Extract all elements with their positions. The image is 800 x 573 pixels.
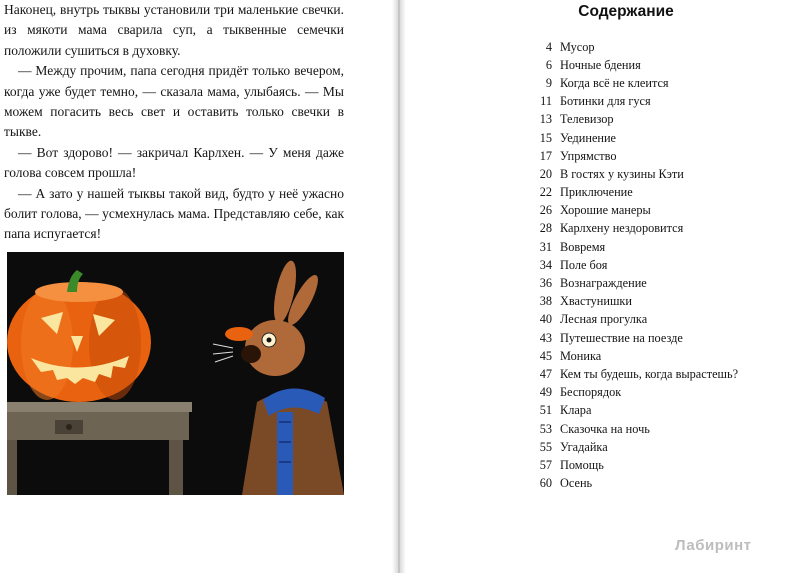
toc-entry — [524, 220, 794, 238]
toc-entry — [524, 456, 794, 474]
toc-page-number: 49 — [539, 385, 552, 400]
story-paragraph: Наконец, внутрь тыквы установили три маленькие свечки. из мякоти мама сварила суп, а тыквенные семечки положили сушиться в духовку. — [4, 2, 344, 58]
toc-chapter-title: Клара — [560, 403, 592, 418]
toc-chapter-title: Поле боя — [560, 257, 608, 272]
toc-chapter-title: Приключение — [560, 185, 633, 200]
toc-chapter-title: Кем ты будешь, когда вырастешь? — [560, 366, 739, 381]
toc-page-number: 31 — [539, 239, 552, 254]
toc-entry — [524, 147, 794, 165]
toc-chapter-title: Упрямство — [560, 148, 617, 163]
toc-entry — [524, 56, 794, 74]
toc-entry — [524, 74, 794, 92]
toc-chapter-title: Хорошие манеры — [560, 203, 651, 218]
left-page — [0, 0, 392, 573]
toc-entry — [524, 311, 794, 329]
toc-page-number: 15 — [539, 130, 552, 145]
toc-entry — [524, 256, 794, 274]
toc-chapter-title: Помощь — [560, 457, 604, 472]
toc-page-number: 57 — [539, 457, 552, 472]
toc-page-number: 4 — [545, 39, 552, 54]
toc-page-number: 9 — [545, 75, 552, 90]
toc-chapter-title: Осень — [560, 476, 593, 491]
toc-entry — [524, 365, 794, 383]
toc-chapter-title: Путешествие на поезде — [560, 330, 683, 345]
toc-page-number: 17 — [539, 148, 552, 163]
toc-page-number: 6 — [545, 57, 552, 72]
toc-page-number: 20 — [539, 166, 552, 181]
toc-chapter-title: Ботинки для гуся — [560, 94, 651, 109]
toc-page-number: 28 — [539, 221, 552, 236]
toc-page-number: 22 — [539, 185, 552, 200]
toc-entry — [524, 38, 794, 56]
table-of-contents — [524, 38, 794, 493]
toc-page-number: 13 — [539, 112, 552, 127]
toc-chapter-title: Сказочка на ночь — [560, 421, 650, 436]
toc-chapter-title: Моника — [560, 348, 602, 363]
toc-page-number: 55 — [539, 439, 552, 454]
story-paragraph: — Между прочим, папа сегодня придёт только вечером, когда уже будет темно, — сказала мама, улыбаясь. — Мы можем погасить весь свет и оставить только свечки в тыкве. — [4, 63, 344, 140]
toc-entry — [524, 274, 794, 292]
toc-entry — [524, 475, 794, 493]
toc-page-number: 34 — [539, 257, 552, 272]
toc-page-number: 38 — [539, 294, 552, 309]
toc-page-number: 51 — [539, 403, 552, 418]
pumpkin-illustration — [7, 252, 344, 495]
toc-page-number: 26 — [539, 203, 552, 218]
book-gutter — [392, 0, 406, 573]
toc-entry — [524, 329, 794, 347]
toc-entry — [524, 293, 794, 311]
toc-chapter-title: Вовремя — [560, 239, 606, 254]
toc-entry — [524, 202, 794, 220]
toc-entry — [524, 438, 794, 456]
toc-chapter-title: Лесная прогулка — [560, 312, 648, 327]
toc-entry — [524, 402, 794, 420]
toc-page-number: 43 — [539, 330, 552, 345]
toc-chapter-title: Карлхену нездоровится — [560, 221, 684, 236]
toc-entry — [524, 111, 794, 129]
toc-title: Содержание — [578, 3, 674, 20]
toc-entry — [524, 93, 794, 111]
toc-chapter-title: Когда всё не клеится — [560, 75, 669, 90]
toc-chapter-title: Мусор — [560, 39, 595, 54]
toc-chapter-title: Уединение — [560, 130, 617, 145]
toc-chapter-title: Беспорядок — [560, 385, 622, 400]
toc-entry — [524, 184, 794, 202]
toc-page-number: 53 — [539, 421, 552, 436]
toc-entry — [524, 384, 794, 402]
toc-chapter-title: В гостях у кузины Кэти — [560, 166, 684, 181]
toc-page-number: 60 — [539, 476, 552, 491]
toc-page-number: 47 — [539, 366, 552, 381]
toc-chapter-title: Хвастунишки — [560, 294, 632, 309]
toc-entry — [524, 420, 794, 438]
toc-page-number: 36 — [539, 276, 552, 291]
story-text — [4, 0, 344, 245]
toc-entry — [524, 347, 794, 365]
toc-chapter-title: Угадайка — [560, 439, 608, 454]
story-paragraph: — Вот здорово! — закричал Карлхен. — У меня даже голова совсем прошла! — [4, 144, 344, 181]
toc-page-number: 40 — [539, 312, 552, 327]
toc-page-number: 45 — [539, 348, 552, 363]
toc-chapter-title: Телевизор — [560, 112, 614, 127]
watermark-logo: Лабиринт — [675, 537, 752, 554]
toc-page-number: 11 — [540, 94, 552, 109]
toc-chapter-title: Ночные бдения — [560, 57, 641, 72]
story-paragraph: — А зато у нашей тыквы такой вид, будто у неё ужасно болит голова, — усмехнулась мама. Представляю себе, как папа испугается! — [4, 185, 344, 242]
toc-chapter-title: Вознаграждение — [560, 276, 647, 291]
toc-entry — [524, 238, 794, 256]
toc-entry — [524, 165, 794, 183]
toc-entry — [524, 129, 794, 147]
